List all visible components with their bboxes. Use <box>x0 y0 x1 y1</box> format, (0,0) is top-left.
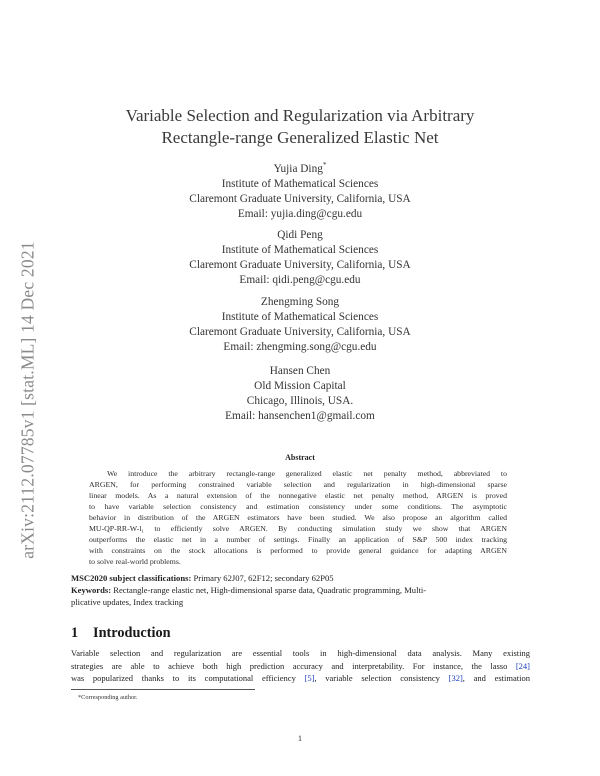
abstract-line: to solve real-world problems. <box>89 557 181 566</box>
section-title: Introduction <box>93 625 171 641</box>
abstract-line: MU-QP-RR-W-l₁ to efficiently solve ARGEN. By conducting simulation study we show that ARGEN <box>89 524 507 533</box>
paper-title <box>75 105 525 149</box>
author-affiliation: Chicago, Illinois, USA. <box>246 395 354 407</box>
arxiv-sidebar-stamp <box>8 230 48 570</box>
author-affiliation: Old Mission Capital <box>254 380 346 392</box>
author-name: Qidi Peng <box>277 229 323 241</box>
citation-link[interactable]: [32] <box>448 673 463 683</box>
intro-text: , and estimation <box>462 673 531 683</box>
author-email[interactable]: Email: hansenchen1@gmail.com <box>225 410 375 422</box>
corresponding-author-mark: * <box>322 161 327 170</box>
intro-text: was popularized thanks to its computational efficiency <box>71 673 305 683</box>
msc-label: MSC2020 subject classifications: <box>71 573 192 583</box>
citation-link[interactable]: [5] <box>304 673 315 683</box>
title-line-1: Variable Selection and Regularization via Arbitrary <box>125 106 475 125</box>
intro-line: Variable selection and regularization are essential tools in high-dimensional data analysis. Many existing <box>71 648 530 658</box>
author-block-4 <box>100 364 500 424</box>
intro-line <box>71 660 530 673</box>
author-block-1 <box>100 162 500 222</box>
keywords-label: Keywords: <box>71 585 112 595</box>
abstract-line: outperforms the elastic net in a number of settings. Finally an application of S&P 500 index tracking <box>89 535 507 544</box>
author-affiliation: Institute of Mathematical Sciences <box>221 178 379 190</box>
author-block-2 <box>100 228 500 288</box>
intro-paragraph <box>71 647 530 685</box>
page-number: 1 <box>297 733 303 743</box>
abstract-text <box>89 468 507 567</box>
author-affiliation: Institute of Mathematical Sciences <box>221 244 379 256</box>
abstract-line: ARGEN, for performing constrained variable selection and regularization in high-dimensional sparse <box>89 480 507 489</box>
author-name: Hansen Chen <box>269 365 331 377</box>
section-heading <box>71 625 171 642</box>
author-affiliation: Claremont Graduate University, California, USA <box>189 193 411 205</box>
title-line-2: Rectangle-range Generalized Elastic Net <box>161 128 439 147</box>
author-affiliation: Institute of Mathematical Sciences <box>221 311 379 323</box>
abstract-line: We introduce the arbitrary rectangle-range generalized elastic net penalty method, abbreviated to <box>107 469 507 478</box>
author-affiliation: Claremont Graduate University, California, USA <box>189 259 411 271</box>
footnote: *Corresponding author. <box>78 694 138 701</box>
abstract-line: behavior in distribution of the ARGEN estimators have been studied. We also propose an algorithm called <box>89 513 507 522</box>
keywords-value: Rectangle-range elastic net, High-dimensional sparse data, Quadratic programming, Multi- <box>113 585 427 595</box>
intro-text: strategies are able to achieve both high prediction accuracy and interpretability. For instance, the lasso <box>71 660 516 671</box>
section-number: 1 <box>71 625 79 641</box>
msc-value: Primary 62J07, 62F12; secondary 62P05 <box>193 573 334 583</box>
abstract-line: linear models. As a natural extension of the nonnegative elastic net penalty method, ARGEN is proved <box>89 491 507 500</box>
footnote-rule <box>71 689 255 690</box>
intro-text: , variable selection consistency <box>314 673 449 683</box>
author-email[interactable]: Email: yujia.ding@cgu.edu <box>237 208 363 220</box>
arxiv-identifier: arXiv:2112.07785v1 [stat.ML] 14 Dec 2021 <box>17 241 38 559</box>
author-affiliation: Claremont Graduate University, California, USA <box>189 326 411 338</box>
keywords-value-cont: plicative updates, Index tracking <box>71 597 184 607</box>
author-email[interactable]: Email: zhengming.song@cgu.edu <box>223 341 377 353</box>
classification-block <box>71 572 531 608</box>
author-block-3 <box>100 295 500 355</box>
author-name: Yujia Ding <box>273 163 323 175</box>
abstract-line: with constraints on the stock allocations is performed to provide general guidance for adapting ARGEN <box>89 546 507 555</box>
intro-line <box>71 672 530 685</box>
abstract-heading: Abstract <box>285 453 315 462</box>
abstract-line: to have variable selection consistency and estimation consistency under some conditions. The asymptotic <box>89 502 507 511</box>
author-email[interactable]: Email: qidi.peng@cgu.edu <box>239 274 361 286</box>
citation-link[interactable]: [24] <box>515 660 530 671</box>
author-name: Zhengming Song <box>260 296 340 308</box>
